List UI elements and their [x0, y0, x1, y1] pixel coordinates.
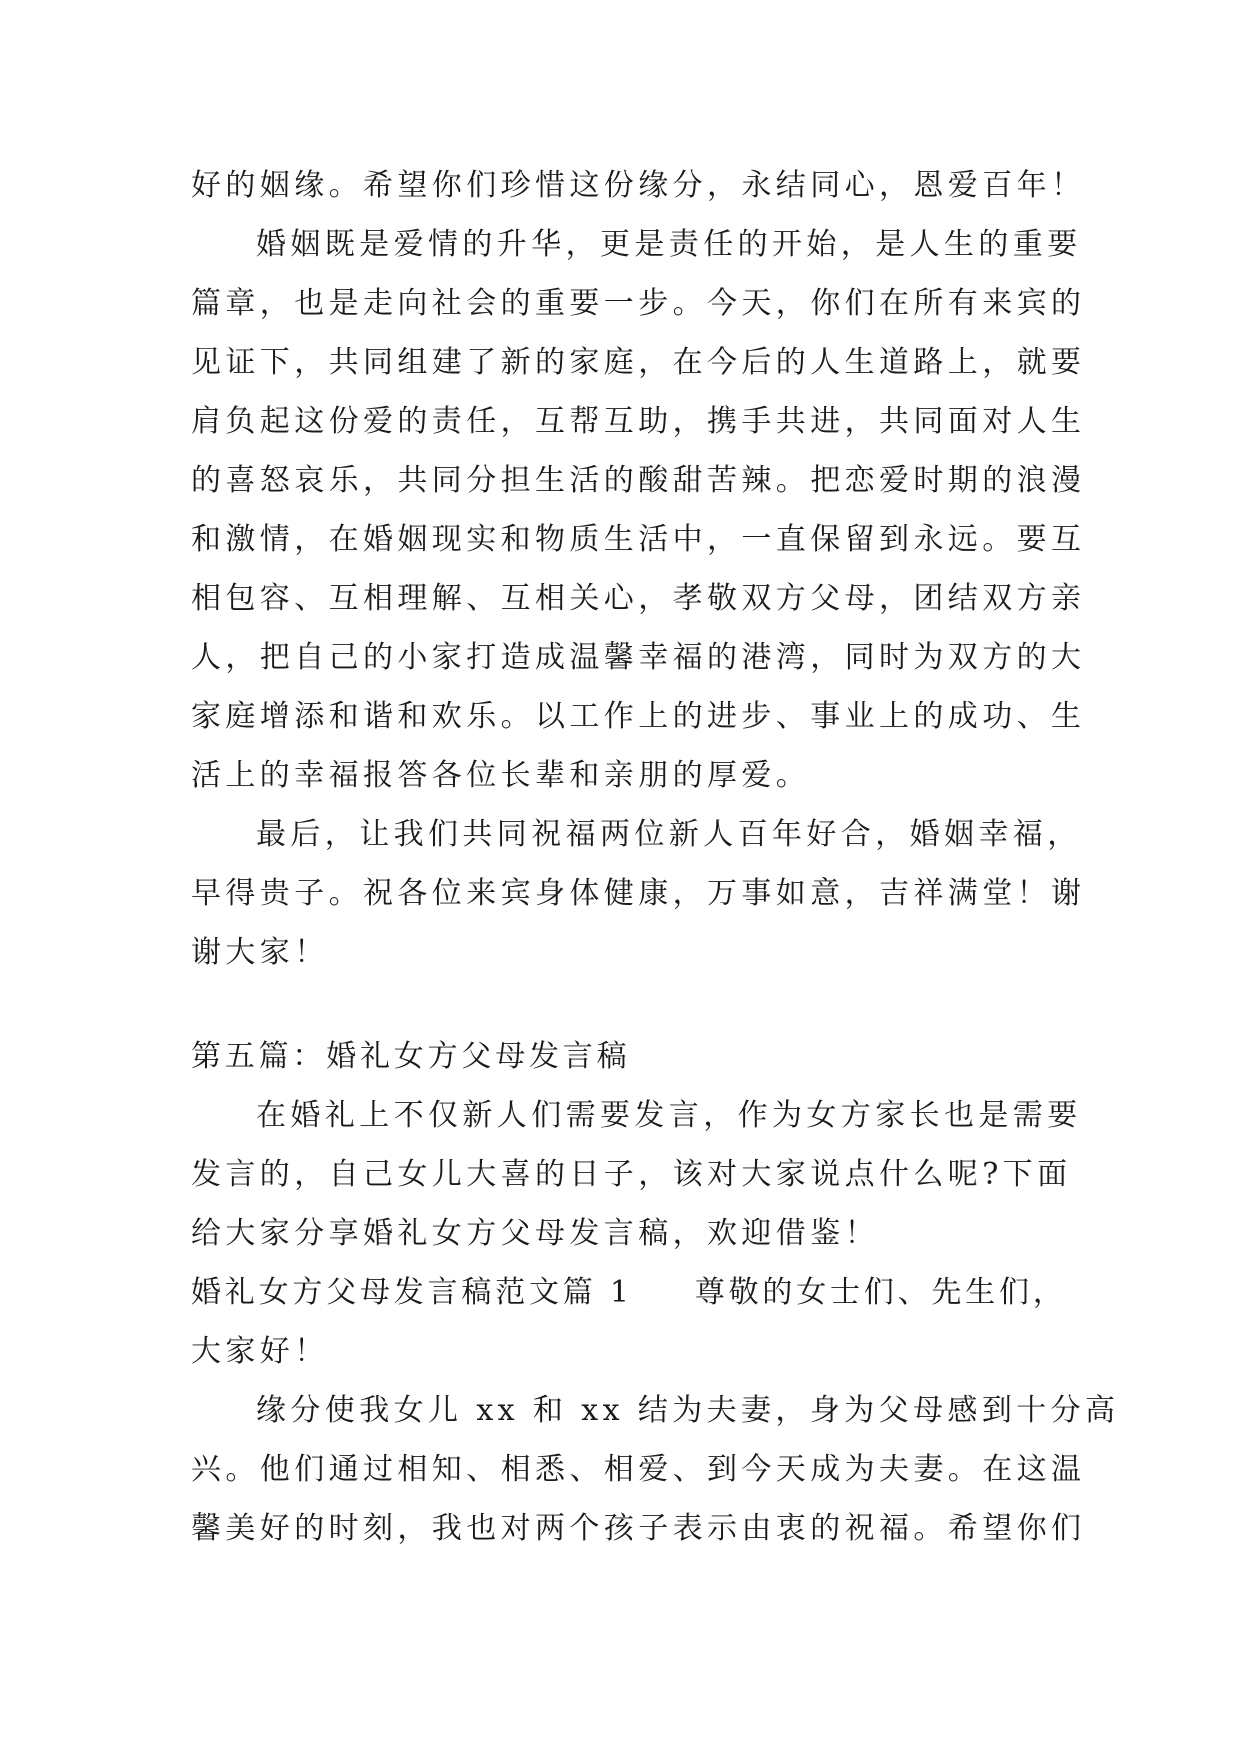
paragraph-line: 给大家分享婚礼女方父母发言稿，欢迎借鉴！ — [191, 1216, 879, 1251]
paragraph-line: 馨美好的时刻，我也对两个孩子表示由衷的祝福。希望你们 — [191, 1511, 1086, 1546]
sample-title: 婚礼女方父母发言稿范文篇 1 — [191, 1275, 633, 1310]
paragraph-line: 婚姻既是爱情的升华，更是责任的开始，是人生的重要 — [256, 227, 1082, 262]
paragraph-line: 谢大家！ — [191, 935, 329, 970]
paragraph-line: 的喜怒哀乐，共同分担生活的酸甜苦辣。把恋爱时期的浪漫 — [191, 463, 1086, 498]
paragraph-line: 发言的，自己女儿大喜的日子，该对大家说点什么呢?下面 — [191, 1157, 1072, 1192]
document-body — [191, 156, 1120, 1558]
paragraph-line: 最后，让我们共同祝福两位新人百年好合，婚姻幸福， — [256, 817, 1082, 852]
greeting-text: 尊敬的女士们、先生们， — [694, 1275, 1067, 1310]
section-heading: 第五篇：婚礼女方父母发言稿 — [191, 1039, 631, 1074]
paragraph-line: 肩负起这份爱的责任，互帮互助，携手共进，共同面对人生 — [191, 404, 1086, 439]
paragraph-line: 活上的幸福报答各位长辈和亲朋的厚爱。 — [191, 758, 811, 793]
sample-title-line — [191, 1263, 1067, 1322]
paragraph-line: 相包容、互相理解、互相关心，孝敬双方父母，团结双方亲 — [191, 581, 1086, 616]
paragraph-line: 早得贵子。祝各位来宾身体健康，万事如意，吉祥满堂！谢 — [191, 876, 1086, 911]
paragraph-line: 篇章，也是走向社会的重要一步。今天，你们在所有来宾的 — [191, 286, 1086, 321]
paragraph-line: 人，把自己的小家打造成温馨幸福的港湾，同时为双方的大 — [191, 640, 1086, 675]
section-spacer — [191, 982, 1051, 1027]
paragraph-line: 大家好！ — [191, 1334, 329, 1369]
paragraph-line: 缘分使我女儿 xx 和 xx 结为夫妻，身为父母感到十分高 — [256, 1393, 1120, 1428]
paragraph-line: 见证下，共同组建了新的家庭，在今后的人生道路上，就要 — [191, 345, 1086, 380]
paragraph-line: 在婚礼上不仅新人们需要发言，作为女方家长也是需要 — [256, 1098, 1082, 1133]
paragraph-line: 和激情，在婚姻现实和物质生活中，一直保留到永远。要互 — [191, 522, 1086, 557]
paragraph-line: 好的姻缘。希望你们珍惜这份缘分，永结同心，恩爱百年！ — [191, 168, 1086, 203]
paragraph-line: 家庭增添和谐和欢乐。以工作上的进步、事业上的成功、生 — [191, 699, 1086, 734]
paragraph-line: 兴。他们通过相知、相悉、相爱、到今天成为夫妻。在这温 — [191, 1452, 1086, 1487]
